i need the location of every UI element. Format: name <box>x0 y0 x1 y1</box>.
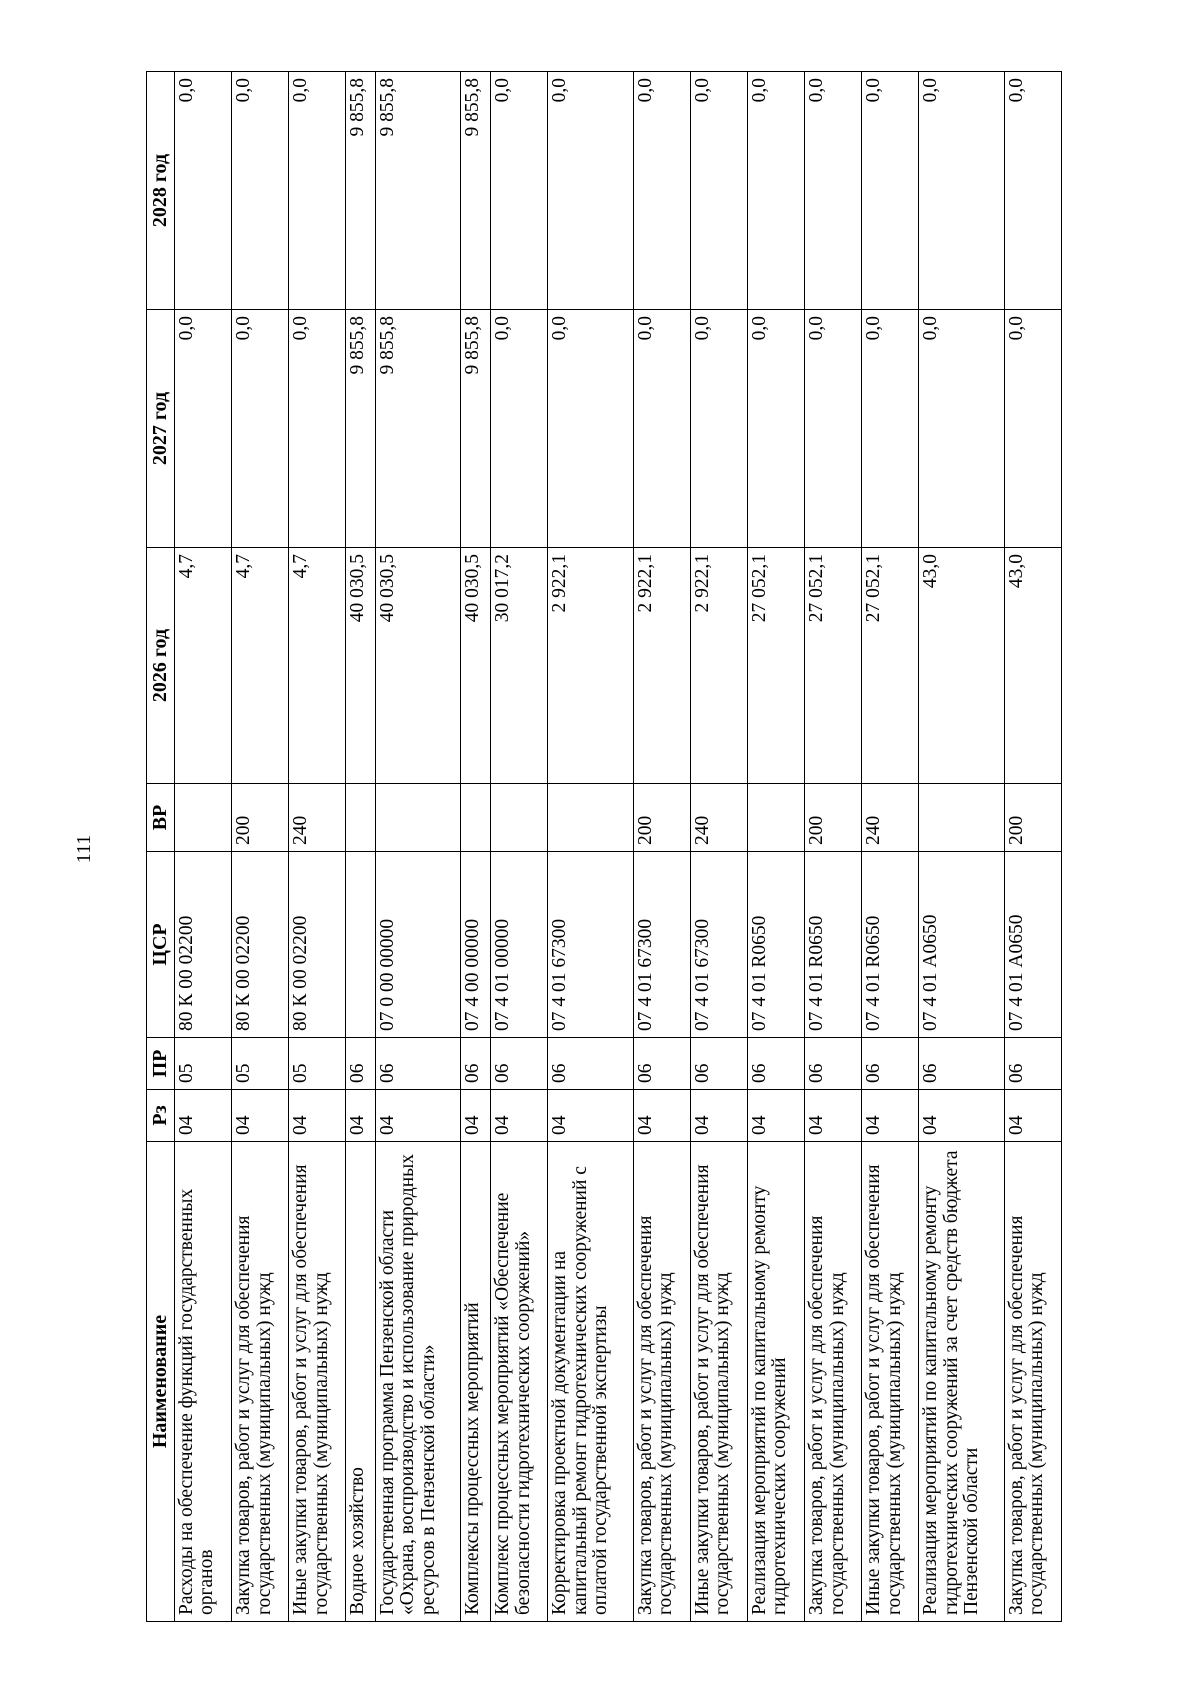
cell-csr: 07 4 01 67300 <box>633 852 690 1038</box>
cell-name: Закупка товаров, работ и услуг для обеспечения государственных (муниципальных) нужд <box>232 1142 289 1622</box>
cell-csr: 07 4 01 R0650 <box>862 852 919 1038</box>
cell-csr: 07 0 00 00000 <box>375 852 461 1038</box>
cell-pr: 05 <box>175 1038 232 1090</box>
table-row <box>690 72 747 1622</box>
cell-2026: 4,7 <box>175 548 232 784</box>
table-row <box>175 72 232 1622</box>
cell-2027: 9 855,8 <box>375 310 461 548</box>
cell-2027: 9 855,8 <box>346 310 376 548</box>
cell-vr <box>461 784 491 852</box>
header-csr: ЦСР <box>147 852 175 1038</box>
cell-2027: 0,0 <box>633 310 690 548</box>
header-2028: 2028 год <box>147 72 175 310</box>
cell-2026: 27 052,1 <box>747 548 804 784</box>
cell-vr <box>346 784 376 852</box>
header-rz: Рз <box>147 1090 175 1142</box>
cell-2028: 0,0 <box>747 72 804 310</box>
table-row <box>232 72 289 1622</box>
cell-2028: 0,0 <box>862 72 919 310</box>
cell-csr: 07 4 01 00000 <box>491 852 548 1038</box>
cell-csr: 80 К 00 02200 <box>175 852 232 1038</box>
cell-name: Комплексы процессных мероприятий <box>461 1142 491 1622</box>
cell-rz: 04 <box>548 1090 634 1142</box>
budget-table-container <box>146 72 1062 1622</box>
cell-rz: 04 <box>491 1090 548 1142</box>
table-row <box>862 72 919 1622</box>
cell-pr: 06 <box>690 1038 747 1090</box>
cell-2026: 43,0 <box>1004 548 1061 784</box>
table-row <box>375 72 461 1622</box>
cell-2027: 0,0 <box>690 310 747 548</box>
cell-2028: 0,0 <box>690 72 747 310</box>
cell-pr: 06 <box>805 1038 862 1090</box>
cell-name: Корректировка проектной документации на капитальный ремонт гидротехнических сооружений с оплатой государственной экспертизы <box>548 1142 634 1622</box>
cell-rz: 04 <box>289 1090 346 1142</box>
cell-2028: 9 855,8 <box>346 72 376 310</box>
cell-2026: 2 922,1 <box>690 548 747 784</box>
cell-pr: 06 <box>461 1038 491 1090</box>
cell-pr: 06 <box>375 1038 461 1090</box>
cell-rz: 04 <box>232 1090 289 1142</box>
cell-2026: 27 052,1 <box>862 548 919 784</box>
cell-name: Реализация мероприятий по капитальному ремонту гидротехнических сооружений <box>747 1142 804 1622</box>
table-header-row <box>147 72 175 1622</box>
cell-2028: 0,0 <box>919 72 1005 310</box>
cell-pr: 06 <box>862 1038 919 1090</box>
cell-name: Закупка товаров, работ и услуг для обеспечения государственных (муниципальных) нужд <box>633 1142 690 1622</box>
cell-2028: 0,0 <box>491 72 548 310</box>
cell-vr: 200 <box>633 784 690 852</box>
cell-csr: 07 4 01 А0650 <box>919 852 1005 1038</box>
table-body <box>175 72 1062 1622</box>
cell-pr: 06 <box>548 1038 634 1090</box>
table-row <box>346 72 376 1622</box>
header-name: Наименование <box>147 1142 175 1622</box>
cell-2026: 40 030,5 <box>346 548 376 784</box>
cell-name: Иные закупки товаров, работ и услуг для обеспечения государственных (муниципальных) нужд <box>862 1142 919 1622</box>
cell-vr: 200 <box>805 784 862 852</box>
cell-name: Иные закупки товаров, работ и услуг для обеспечения государственных (муниципальных) нужд <box>690 1142 747 1622</box>
cell-csr: 07 4 00 00000 <box>461 852 491 1038</box>
header-2026: 2026 год <box>147 548 175 784</box>
cell-vr: 240 <box>690 784 747 852</box>
cell-2028: 0,0 <box>175 72 232 310</box>
cell-pr: 06 <box>491 1038 548 1090</box>
cell-csr: 07 4 01 А0650 <box>1004 852 1061 1038</box>
cell-2027: 0,0 <box>548 310 634 548</box>
table-row <box>805 72 862 1622</box>
cell-2028: 0,0 <box>633 72 690 310</box>
cell-vr <box>175 784 232 852</box>
table-row <box>919 72 1005 1622</box>
cell-vr <box>919 784 1005 852</box>
cell-2028: 0,0 <box>289 72 346 310</box>
cell-csr: 80 К 00 02200 <box>289 852 346 1038</box>
cell-rz: 04 <box>690 1090 747 1142</box>
cell-2026: 40 030,5 <box>461 548 491 784</box>
cell-2028: 9 855,8 <box>375 72 461 310</box>
cell-rz: 04 <box>747 1090 804 1142</box>
table-row <box>289 72 346 1622</box>
cell-2026: 4,7 <box>289 548 346 784</box>
cell-name: Комплекс процессных мероприятий «Обеспечение безопасности гидротехнических сооружений» <box>491 1142 548 1622</box>
cell-vr <box>747 784 804 852</box>
cell-rz: 04 <box>862 1090 919 1142</box>
cell-2026: 27 052,1 <box>805 548 862 784</box>
cell-csr: 07 4 01 R0650 <box>805 852 862 1038</box>
cell-2028: 0,0 <box>1004 72 1061 310</box>
cell-name: Реализация мероприятий по капитальному ремонту гидротехнических сооружений за счет средств бюджета Пензенской области <box>919 1142 1005 1622</box>
cell-name: Закупка товаров, работ и услуг для обеспечения государственных (муниципальных) нужд <box>805 1142 862 1622</box>
table-row <box>548 72 634 1622</box>
cell-2028: 0,0 <box>805 72 862 310</box>
cell-csr: 07 4 01 67300 <box>548 852 634 1038</box>
cell-pr: 06 <box>1004 1038 1061 1090</box>
budget-table <box>146 71 1062 1622</box>
table-row <box>461 72 491 1622</box>
cell-name: Расходы на обеспечение функций государственных органов <box>175 1142 232 1622</box>
cell-vr <box>491 784 548 852</box>
table-row <box>491 72 548 1622</box>
cell-2027: 0,0 <box>175 310 232 548</box>
cell-2027: 0,0 <box>805 310 862 548</box>
cell-2027: 0,0 <box>1004 310 1061 548</box>
cell-csr: 07 4 01 67300 <box>690 852 747 1038</box>
header-vr: ВР <box>147 784 175 852</box>
cell-2027: 0,0 <box>491 310 548 548</box>
cell-2027: 0,0 <box>232 310 289 548</box>
cell-vr: 240 <box>289 784 346 852</box>
cell-2026: 30 017,2 <box>491 548 548 784</box>
cell-pr: 06 <box>747 1038 804 1090</box>
cell-rz: 04 <box>461 1090 491 1142</box>
cell-2027: 0,0 <box>289 310 346 548</box>
cell-rz: 04 <box>1004 1090 1061 1142</box>
cell-2026: 4,7 <box>232 548 289 784</box>
cell-rz: 04 <box>633 1090 690 1142</box>
cell-2026: 43,0 <box>919 548 1005 784</box>
cell-2027: 0,0 <box>862 310 919 548</box>
cell-rz: 04 <box>375 1090 461 1142</box>
cell-pr: 06 <box>633 1038 690 1090</box>
cell-pr: 06 <box>919 1038 1005 1090</box>
cell-2026: 2 922,1 <box>633 548 690 784</box>
cell-rz: 04 <box>805 1090 862 1142</box>
cell-2026: 40 030,5 <box>375 548 461 784</box>
page-number: 111 <box>73 834 95 864</box>
cell-vr <box>548 784 634 852</box>
cell-csr: 07 4 01 R0650 <box>747 852 804 1038</box>
cell-name: Водное хозяйство <box>346 1142 376 1622</box>
cell-name: Иные закупки товаров, работ и услуг для обеспечения государственных (муниципальных) нужд <box>289 1142 346 1622</box>
header-pr: ПР <box>147 1038 175 1090</box>
cell-2027: 0,0 <box>919 310 1005 548</box>
cell-vr <box>375 784 461 852</box>
cell-csr: 80 К 00 02200 <box>232 852 289 1038</box>
cell-2028: 9 855,8 <box>461 72 491 310</box>
table-row <box>747 72 804 1622</box>
cell-2027: 9 855,8 <box>461 310 491 548</box>
cell-pr: 06 <box>346 1038 376 1090</box>
cell-vr: 240 <box>862 784 919 852</box>
cell-rz: 04 <box>346 1090 376 1142</box>
cell-pr: 05 <box>289 1038 346 1090</box>
cell-csr <box>346 852 376 1038</box>
cell-name: Закупка товаров, работ и услуг для обеспечения государственных (муниципальных) нужд <box>1004 1142 1061 1622</box>
cell-vr: 200 <box>232 784 289 852</box>
cell-rz: 04 <box>919 1090 1005 1142</box>
cell-pr: 05 <box>232 1038 289 1090</box>
cell-2028: 0,0 <box>232 72 289 310</box>
table-row <box>1004 72 1061 1622</box>
cell-2026: 2 922,1 <box>548 548 634 784</box>
cell-2028: 0,0 <box>548 72 634 310</box>
cell-2027: 0,0 <box>747 310 804 548</box>
table-row <box>633 72 690 1622</box>
header-2027: 2027 год <box>147 310 175 548</box>
cell-rz: 04 <box>175 1090 232 1142</box>
cell-name: Государственная программа Пензенской области «Охрана, воспроизводство и использование природных ресурсов в Пензенской области» <box>375 1142 461 1622</box>
cell-vr: 200 <box>1004 784 1061 852</box>
